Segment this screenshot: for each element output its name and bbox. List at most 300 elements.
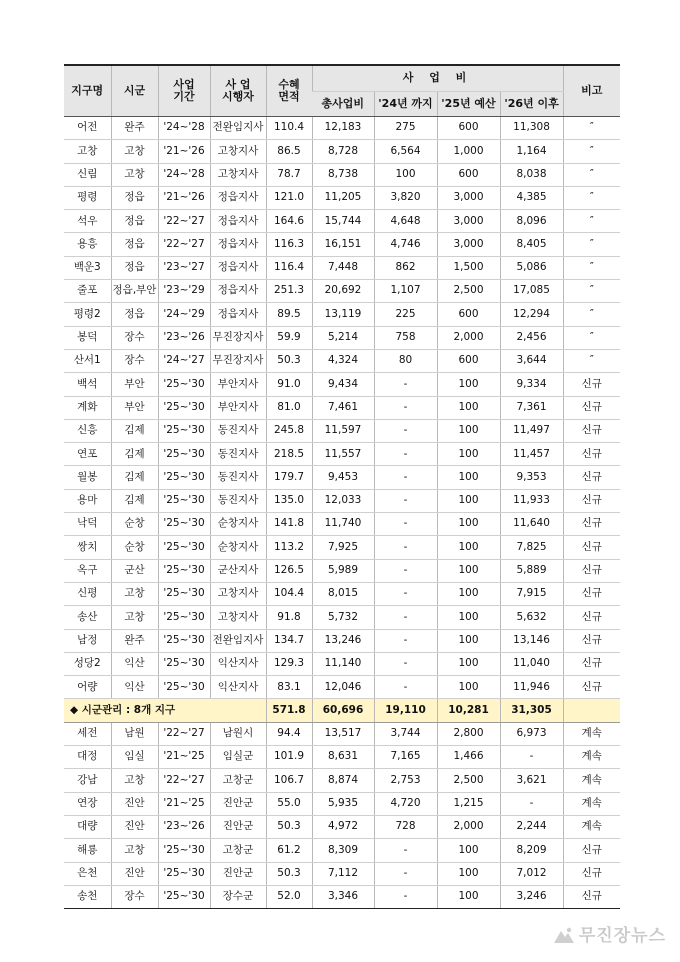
cell-note: 신규 — [563, 443, 620, 466]
cell-until-24: - — [374, 629, 437, 652]
cell-total: 12,183 — [312, 117, 374, 140]
cell-budget-25: 100 — [437, 466, 500, 489]
cell-city: 고창 — [111, 140, 158, 163]
cell-total: 7,112 — [312, 862, 374, 885]
cell-after-26: 8,096 — [500, 210, 563, 233]
cell-agency: 익산지사 — [210, 676, 266, 699]
cell-city: 고창 — [111, 839, 158, 862]
cell-district: 신림 — [64, 163, 111, 186]
cell-after-26: 1,164 — [500, 140, 563, 163]
table-body — [64, 117, 620, 909]
cell-total: 12,033 — [312, 489, 374, 512]
cell-district: 해룡 — [64, 839, 111, 862]
cell-budget-25: 1,000 — [437, 140, 500, 163]
cell-note: 신규 — [563, 862, 620, 885]
cell-budget-25: 1,500 — [437, 256, 500, 279]
cell-area: 55.0 — [266, 792, 312, 815]
cell-budget-25: 3,000 — [437, 210, 500, 233]
cell-area: 106.7 — [266, 769, 312, 792]
cell-period: '25~'30 — [158, 582, 210, 605]
cell-agency: 장수군 — [210, 885, 266, 908]
cell-city: 고창 — [111, 582, 158, 605]
cell-city: 진안 — [111, 862, 158, 885]
cell-budget-25: 100 — [437, 676, 500, 699]
cell-until-24: - — [374, 839, 437, 862]
cell-district: 용마 — [64, 489, 111, 512]
cell-budget-25: 1,215 — [437, 792, 500, 815]
cell-budget-25: 100 — [437, 652, 500, 675]
header-agency — [210, 65, 266, 117]
cell-agency: 부안지사 — [210, 396, 266, 419]
cell-after-26: 17,085 — [500, 280, 563, 303]
cell-area: 126.5 — [266, 559, 312, 582]
cell-budget-25: 600 — [437, 303, 500, 326]
cell-district: 평령2 — [64, 303, 111, 326]
cell-budget-25: 100 — [437, 419, 500, 442]
cell-city: 김제 — [111, 489, 158, 512]
cell-agency: 순창지사 — [210, 536, 266, 559]
cell-period: '24~'29 — [158, 303, 210, 326]
cell-district: 대정 — [64, 746, 111, 769]
cell-note: ″ — [563, 280, 620, 303]
cell-district: 석우 — [64, 210, 111, 233]
table-row — [64, 303, 620, 326]
table-row — [64, 163, 620, 186]
cell-district: 강남 — [64, 769, 111, 792]
cell-agency: 진안군 — [210, 862, 266, 885]
cell-area: 135.0 — [266, 489, 312, 512]
cell-district: 계화 — [64, 396, 111, 419]
table-row — [64, 233, 620, 256]
table-row — [64, 839, 620, 862]
cell-note: ″ — [563, 256, 620, 279]
table-row — [64, 210, 620, 233]
cell-area: 116.3 — [266, 233, 312, 256]
cell-note: 신규 — [563, 652, 620, 675]
cell-after-26: 5,889 — [500, 559, 563, 582]
table-row — [64, 513, 620, 536]
cell-agency: 고창지사 — [210, 163, 266, 186]
cell-budget-25: 100 — [437, 536, 500, 559]
cell-total: 7,925 — [312, 536, 374, 559]
cell-agency: 정읍지사 — [210, 186, 266, 209]
cell-agency: 정읍지사 — [210, 256, 266, 279]
cell-district: 백석 — [64, 373, 111, 396]
cell-until-24: - — [374, 489, 437, 512]
cell-until-24: 1,107 — [374, 280, 437, 303]
table-row — [64, 536, 620, 559]
cell-note: ″ — [563, 117, 620, 140]
cell-area: 91.8 — [266, 606, 312, 629]
cell-note: 신규 — [563, 559, 620, 582]
cell-area: 83.1 — [266, 676, 312, 699]
cell-area: 134.7 — [266, 629, 312, 652]
cell-budget-25: 100 — [437, 373, 500, 396]
cell-until-24: - — [374, 582, 437, 605]
cell-after-26: 7,825 — [500, 536, 563, 559]
cell-budget-25: 100 — [437, 443, 500, 466]
cell-total: 12,046 — [312, 676, 374, 699]
table-row — [64, 443, 620, 466]
cell-agency: 군산지사 — [210, 559, 266, 582]
cell-after-26: 7,915 — [500, 582, 563, 605]
cell-total: 5,732 — [312, 606, 374, 629]
cell-period: '21~'26 — [158, 140, 210, 163]
cell-agency: 고창지사 — [210, 582, 266, 605]
cell-area: 91.0 — [266, 373, 312, 396]
cell-agency: 고창군 — [210, 839, 266, 862]
cell-area: 86.5 — [266, 140, 312, 163]
cell-period: '25~'30 — [158, 885, 210, 908]
cell-district: 낙덕 — [64, 513, 111, 536]
cell-area: 81.0 — [266, 396, 312, 419]
cell-area: 245.8 — [266, 419, 312, 442]
header-area-text: 수혜 면적 — [278, 77, 300, 103]
cell-total: 8,728 — [312, 140, 374, 163]
cell-area: 50.3 — [266, 815, 312, 838]
cell-note: ″ — [563, 140, 620, 163]
cell-after-26: 4,385 — [500, 186, 563, 209]
cell-city: 진안 — [111, 815, 158, 838]
mountain-logo-icon — [553, 926, 575, 944]
cell-period: '25~'30 — [158, 839, 210, 862]
table-row — [64, 466, 620, 489]
cell-until-24: - — [374, 443, 437, 466]
cell-budget-25: 600 — [437, 349, 500, 372]
cell-city: 고창 — [111, 769, 158, 792]
cell-agency: 동진지사 — [210, 443, 266, 466]
cell-period: '21~'25 — [158, 746, 210, 769]
cell-after-26: 8,038 — [500, 163, 563, 186]
watermark-text: 무진장뉴스 — [578, 926, 666, 946]
cell-period: '25~'30 — [158, 396, 210, 419]
cell-agency: 동진지사 — [210, 466, 266, 489]
cell-period: '25~'30 — [158, 606, 210, 629]
cell-total: 5,989 — [312, 559, 374, 582]
cell-district: 월봉 — [64, 466, 111, 489]
header-after-26: '26년 이후 — [500, 92, 563, 117]
cell-total: 5,214 — [312, 326, 374, 349]
cell-after-26: 13,146 — [500, 629, 563, 652]
cell-period: '25~'30 — [158, 513, 210, 536]
cell-total: 13,517 — [312, 722, 374, 745]
cell-until-24: - — [374, 606, 437, 629]
header-area — [266, 65, 312, 117]
cell-total: 11,205 — [312, 186, 374, 209]
cell-after-26: 11,640 — [500, 513, 563, 536]
cell-note: 신규 — [563, 489, 620, 512]
cell-city: 군산 — [111, 559, 158, 582]
cell-after-26: 5,086 — [500, 256, 563, 279]
cell-city: 고창 — [111, 163, 158, 186]
cell-note: ″ — [563, 303, 620, 326]
cell-until-24: 758 — [374, 326, 437, 349]
cell-after-26: 11,457 — [500, 443, 563, 466]
table-row — [64, 373, 620, 396]
cell-until-24: - — [374, 513, 437, 536]
cell-budget-25: 2,800 — [437, 722, 500, 745]
cell-budget-25: 3,000 — [437, 186, 500, 209]
cell-city: 정읍 — [111, 233, 158, 256]
cell-note: 계속 — [563, 815, 620, 838]
cell-city: 부안 — [111, 396, 158, 419]
cell-district: 송산 — [64, 606, 111, 629]
cell-agency: 임실군 — [210, 746, 266, 769]
cell-until-24: 275 — [374, 117, 437, 140]
cell-total: 16,151 — [312, 233, 374, 256]
cell-after-26: 5,632 — [500, 606, 563, 629]
cell-total: 7,448 — [312, 256, 374, 279]
header-note: 비고 — [563, 65, 620, 117]
cell-period: '23~'29 — [158, 280, 210, 303]
cell-agency: 전완임지사 — [210, 629, 266, 652]
cell-agency: 순창지사 — [210, 513, 266, 536]
cell-after-26: 11,040 — [500, 652, 563, 675]
header-cost-group: 사 업 비 — [312, 65, 563, 92]
table-row — [64, 769, 620, 792]
cell-period: '21~'25 — [158, 792, 210, 815]
cell-agency: 익산지사 — [210, 652, 266, 675]
table-row — [64, 582, 620, 605]
cell-budget-25: 100 — [437, 862, 500, 885]
cell-after-26: - — [500, 746, 563, 769]
cell-total: 8,738 — [312, 163, 374, 186]
cell-note: 신규 — [563, 419, 620, 442]
cell-note: ″ — [563, 233, 620, 256]
cell-city: 김제 — [111, 466, 158, 489]
cell-district: 신평 — [64, 582, 111, 605]
cell-until-24: - — [374, 676, 437, 699]
cell-total: 3,346 — [312, 885, 374, 908]
cell-period: '23~'26 — [158, 326, 210, 349]
cell-budget-25: 100 — [437, 559, 500, 582]
cell-note: 계속 — [563, 792, 620, 815]
subtotal-row — [64, 699, 620, 722]
cell-area: 110.4 — [266, 117, 312, 140]
cell-total: 60,696 — [312, 699, 374, 722]
cell-after-26: - — [500, 792, 563, 815]
cell-total: 11,740 — [312, 513, 374, 536]
cell-budget-25: 100 — [437, 489, 500, 512]
cell-period: '25~'30 — [158, 443, 210, 466]
header-total: 총사업비 — [312, 92, 374, 117]
cell-total: 20,692 — [312, 280, 374, 303]
table-row — [64, 676, 620, 699]
cell-budget-25: 100 — [437, 839, 500, 862]
cell-after-26: 7,012 — [500, 862, 563, 885]
cell-district: 대량 — [64, 815, 111, 838]
cell-until-24: 100 — [374, 163, 437, 186]
cell-note: 계속 — [563, 722, 620, 745]
cell-after-26: 8,405 — [500, 233, 563, 256]
table-row — [64, 140, 620, 163]
cell-total: 8,015 — [312, 582, 374, 605]
table-row — [64, 815, 620, 838]
cell-area: 116.4 — [266, 256, 312, 279]
cell-district: 어전 — [64, 117, 111, 140]
cell-period: '25~'30 — [158, 652, 210, 675]
cell-period: '25~'30 — [158, 676, 210, 699]
cell-period: '25~'30 — [158, 373, 210, 396]
cell-total: 11,140 — [312, 652, 374, 675]
cell-agency: 진안군 — [210, 792, 266, 815]
table-row — [64, 746, 620, 769]
header-budget-25: '25년 예산 — [437, 92, 500, 117]
cell-until-24: 19,110 — [374, 699, 437, 722]
cell-district: 송천 — [64, 885, 111, 908]
cell-period: '25~'30 — [158, 419, 210, 442]
cell-budget-25: 10,281 — [437, 699, 500, 722]
cell-agency: 정읍지사 — [210, 280, 266, 303]
header-period — [158, 65, 210, 117]
cell-note: 신규 — [563, 885, 620, 908]
cell-area: 101.9 — [266, 746, 312, 769]
header-period-text: 사업 기간 — [173, 77, 195, 103]
cell-area: 50.3 — [266, 349, 312, 372]
cell-period: '25~'30 — [158, 629, 210, 652]
cell-agency: 무진장지사 — [210, 349, 266, 372]
cell-period: '25~'30 — [158, 559, 210, 582]
cell-total: 9,434 — [312, 373, 374, 396]
cell-city: 완주 — [111, 117, 158, 140]
cell-area: 104.4 — [266, 582, 312, 605]
cell-budget-25: 600 — [437, 117, 500, 140]
cell-district: 옥구 — [64, 559, 111, 582]
cell-until-24: 225 — [374, 303, 437, 326]
cell-period: '24~'28 — [158, 163, 210, 186]
table-row — [64, 419, 620, 442]
cell-area: 251.3 — [266, 280, 312, 303]
cell-district: 은천 — [64, 862, 111, 885]
cell-budget-25: 100 — [437, 629, 500, 652]
cell-city: 부안 — [111, 373, 158, 396]
cell-until-24: 4,648 — [374, 210, 437, 233]
cell-district: 쌍치 — [64, 536, 111, 559]
cell-agency: 진안군 — [210, 815, 266, 838]
table-row — [64, 629, 620, 652]
cell-period: '25~'30 — [158, 489, 210, 512]
cell-note: ″ — [563, 349, 620, 372]
table-row — [64, 256, 620, 279]
cell-city: 정읍 — [111, 186, 158, 209]
cell-until-24: - — [374, 536, 437, 559]
cell-city: 정읍,부안 — [111, 280, 158, 303]
cell-after-26: 11,933 — [500, 489, 563, 512]
cell-city: 정읍 — [111, 210, 158, 233]
cell-area: 571.8 — [266, 699, 312, 722]
cell-note: 신규 — [563, 606, 620, 629]
cell-note: 계속 — [563, 769, 620, 792]
cell-district: 어량 — [64, 676, 111, 699]
cell-area: 179.7 — [266, 466, 312, 489]
cell-agency: 고창군 — [210, 769, 266, 792]
cell-period: '22~'27 — [158, 210, 210, 233]
cell-agency: 고창지사 — [210, 140, 266, 163]
cell-until-24: - — [374, 466, 437, 489]
cell-note: 신규 — [563, 629, 620, 652]
cell-city: 익산 — [111, 652, 158, 675]
cell-until-24: 7,165 — [374, 746, 437, 769]
cell-budget-25: 100 — [437, 582, 500, 605]
cell-district: 평령 — [64, 186, 111, 209]
cell-total: 13,119 — [312, 303, 374, 326]
table-header — [64, 65, 620, 117]
cell-total: 11,557 — [312, 443, 374, 466]
cell-until-24: 4,720 — [374, 792, 437, 815]
cell-city: 고창 — [111, 606, 158, 629]
cell-city: 장수 — [111, 349, 158, 372]
cell-after-26: 12,294 — [500, 303, 563, 326]
cell-until-24: 4,746 — [374, 233, 437, 256]
cell-budget-25: 600 — [437, 163, 500, 186]
table-row — [64, 792, 620, 815]
cell-after-26: 7,361 — [500, 396, 563, 419]
cell-until-24: - — [374, 373, 437, 396]
cell-after-26: 9,353 — [500, 466, 563, 489]
cell-city: 정읍 — [111, 303, 158, 326]
cell-agency: 동진지사 — [210, 419, 266, 442]
cell-district: 남정 — [64, 629, 111, 652]
table-row — [64, 326, 620, 349]
cell-area: 59.9 — [266, 326, 312, 349]
cell-until-24: - — [374, 885, 437, 908]
cell-total: 13,246 — [312, 629, 374, 652]
cell-after-26: 11,308 — [500, 117, 563, 140]
cell-city: 순창 — [111, 536, 158, 559]
cell-agency: 무진장지사 — [210, 326, 266, 349]
cell-budget-25: 100 — [437, 885, 500, 908]
cell-city: 임실 — [111, 746, 158, 769]
cell-period: '25~'30 — [158, 466, 210, 489]
cell-area: 164.6 — [266, 210, 312, 233]
cell-district: 고창 — [64, 140, 111, 163]
cell-area: 78.7 — [266, 163, 312, 186]
cell-district: 성당2 — [64, 652, 111, 675]
cell-period: '25~'30 — [158, 862, 210, 885]
cell-budget-25: 100 — [437, 606, 500, 629]
cell-after-26: 31,305 — [500, 699, 563, 722]
cell-after-26: 6,973 — [500, 722, 563, 745]
cell-note: 신규 — [563, 373, 620, 396]
cell-period: '21~'26 — [158, 186, 210, 209]
cell-note: ″ — [563, 210, 620, 233]
header-district: 지구명 — [64, 65, 111, 117]
watermark — [553, 921, 666, 946]
cell-total: 9,453 — [312, 466, 374, 489]
subtotal-label: ◆ 시군관리 : 8개 지구 — [64, 699, 266, 722]
cell-total: 8,631 — [312, 746, 374, 769]
cell-total: 15,744 — [312, 210, 374, 233]
cell-total: 8,309 — [312, 839, 374, 862]
cell-until-24: 6,564 — [374, 140, 437, 163]
cell-area: 94.4 — [266, 722, 312, 745]
cell-area: 218.5 — [266, 443, 312, 466]
cell-total: 4,324 — [312, 349, 374, 372]
cell-agency: 고창지사 — [210, 606, 266, 629]
cell-agency: 정읍지사 — [210, 233, 266, 256]
cell-area: 50.3 — [266, 862, 312, 885]
cell-until-24: 80 — [374, 349, 437, 372]
cell-period: '24~'28 — [158, 117, 210, 140]
cell-city: 순창 — [111, 513, 158, 536]
cell-until-24: 3,820 — [374, 186, 437, 209]
cell-district: 백운3 — [64, 256, 111, 279]
cell-total: 4,972 — [312, 815, 374, 838]
cell-note: ″ — [563, 186, 620, 209]
cell-total: 7,461 — [312, 396, 374, 419]
cell-until-24: - — [374, 419, 437, 442]
cell-budget-25: 2,500 — [437, 280, 500, 303]
